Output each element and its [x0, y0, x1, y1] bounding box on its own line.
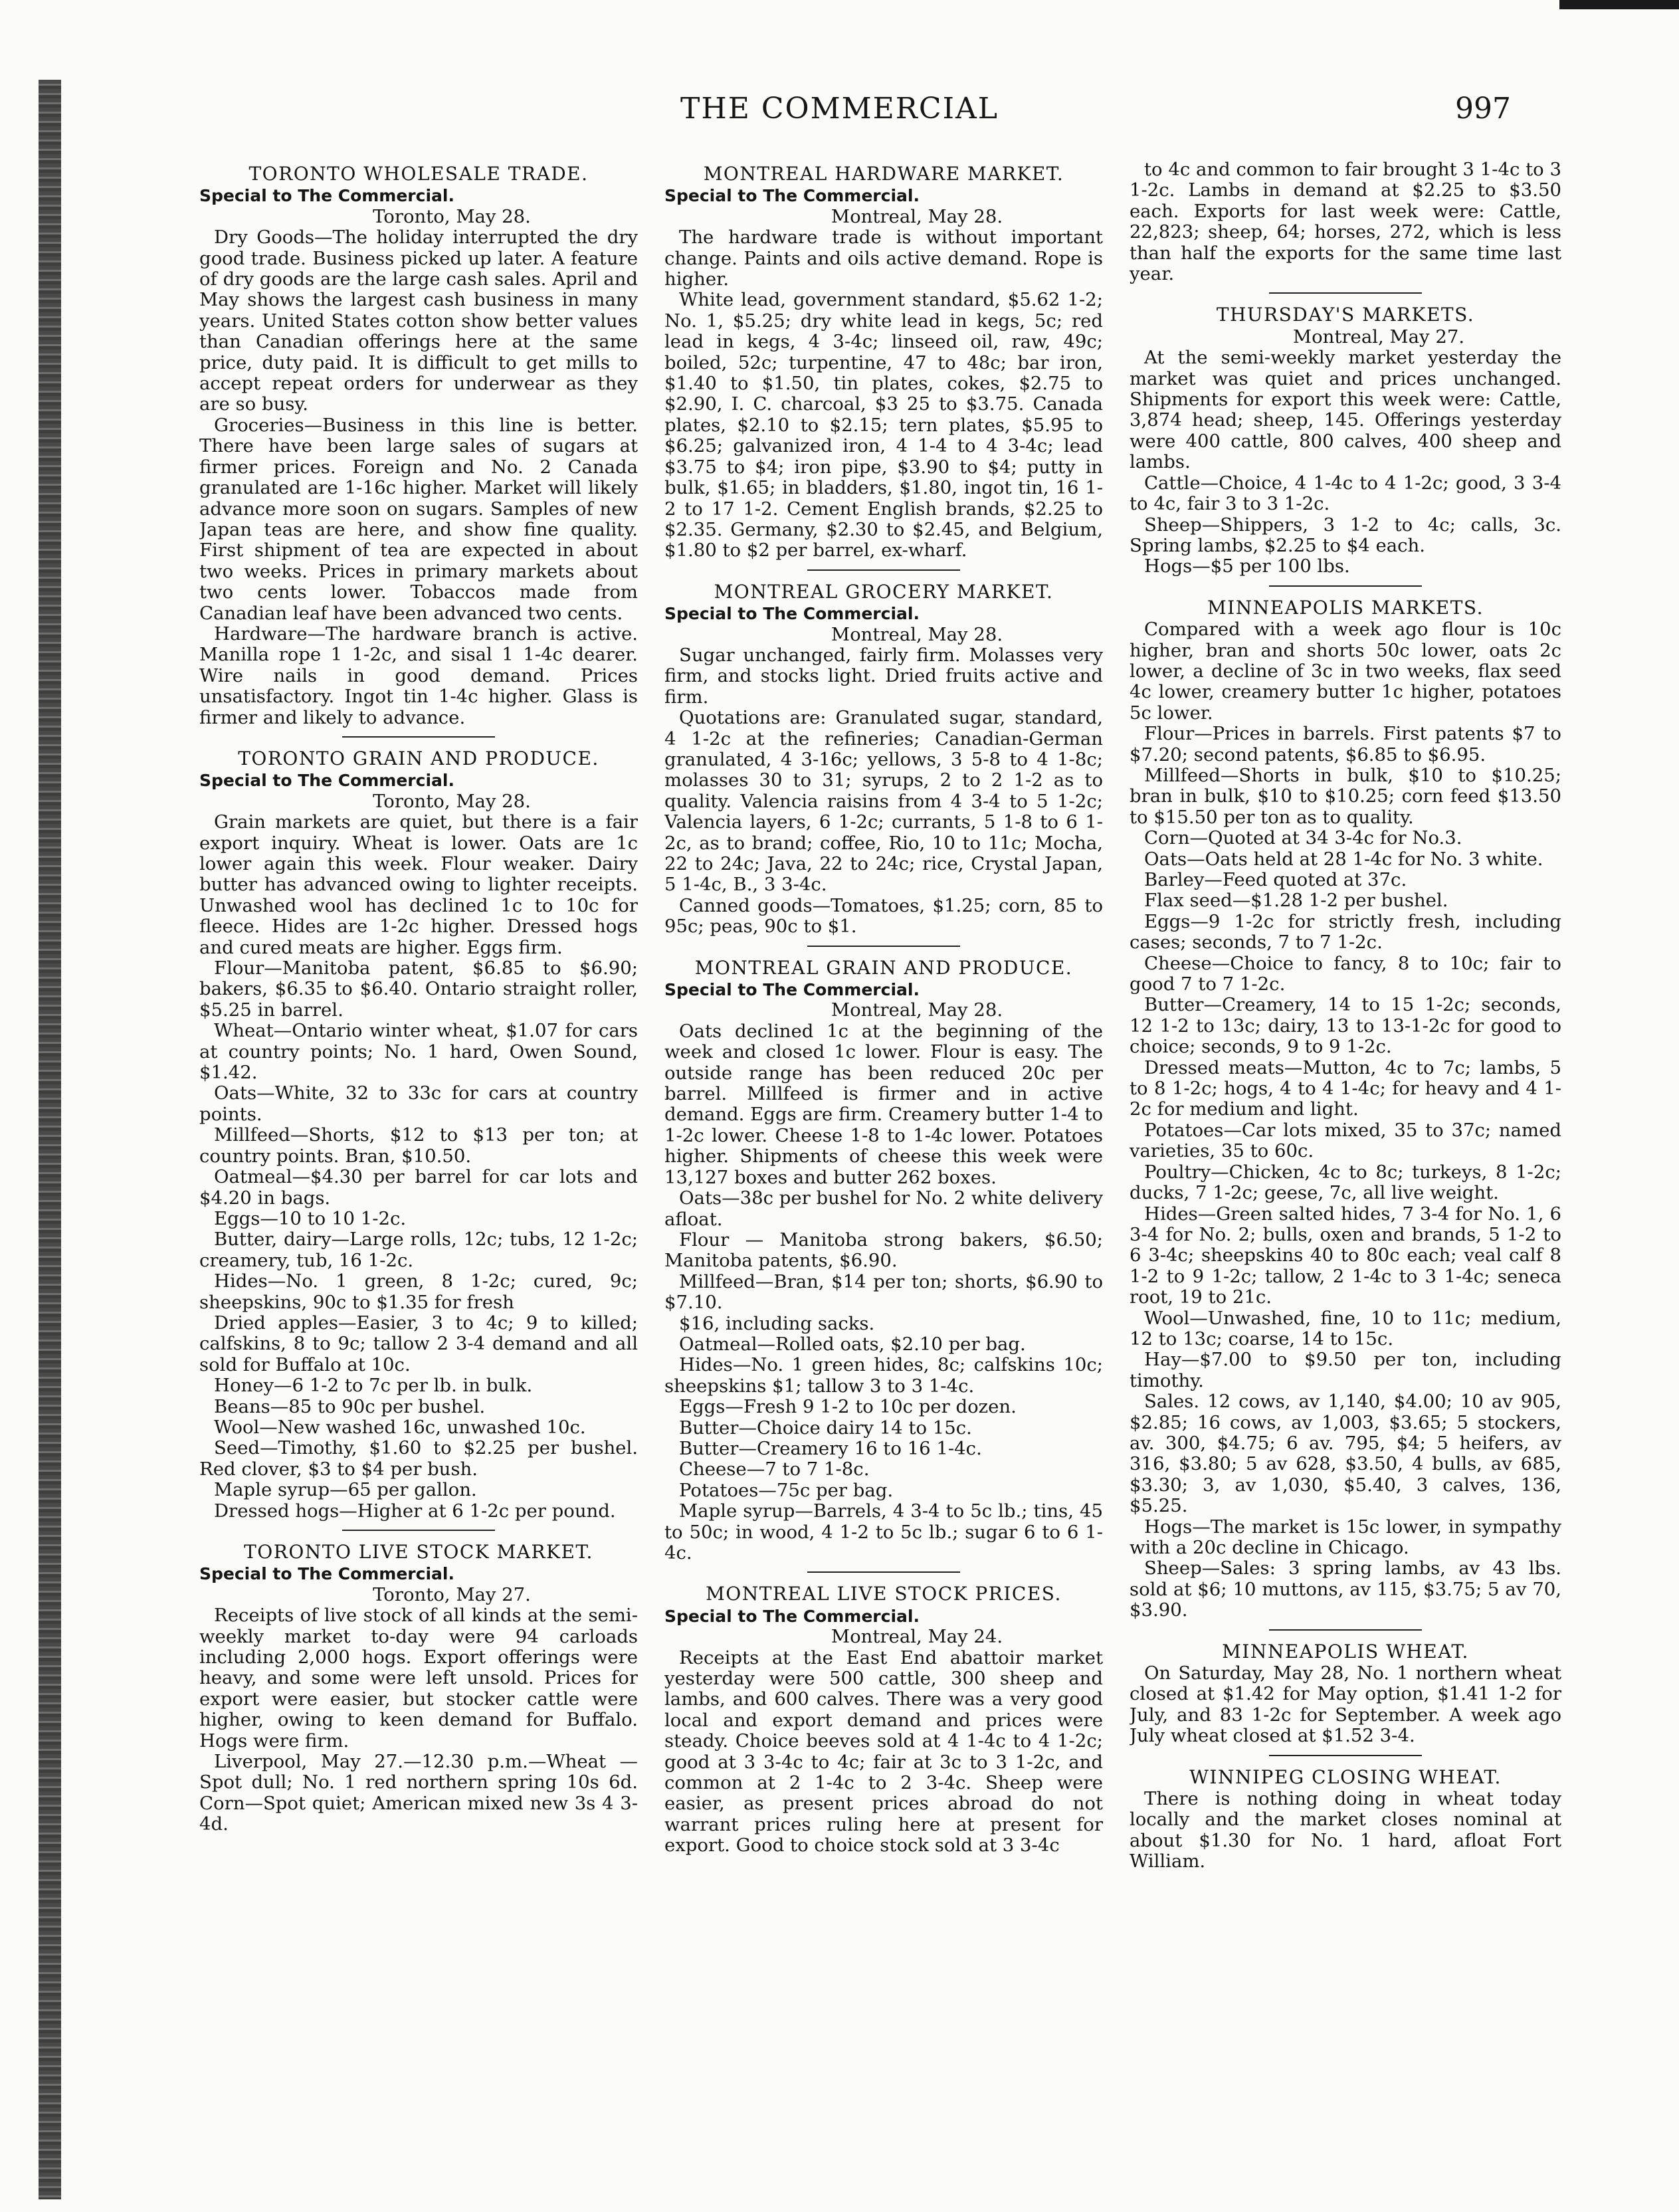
article [664, 581, 1103, 938]
article-paragraph: Oatmeal—Rolled oats, $2.10 per bag. [679, 1333, 1026, 1355]
article-title: TORONTO LIVE STOCK MARKET. [244, 1541, 593, 1563]
page-binding-edge [39, 80, 61, 2199]
article-paragraph: Wool—Unwashed, fine, 10 to 11c; medium, 12 to 13c; coarse, 14 to 15c. [1130, 1307, 1561, 1350]
article-title: MONTREAL GRAIN AND PRODUCE. [694, 956, 1073, 979]
article-paragraph: Barley—Feed quoted at 37c. [1144, 869, 1407, 890]
article-paragraph: Flax seed—$1.28 1-2 per bushel. [1144, 890, 1448, 912]
article-byline: Special to The Commercial. [199, 771, 454, 791]
article-paragraph: Receipts of live stock of all kinds at the semi-weekly market to-day were 94 carloads including 2,000 hogs. Export offerings were heavy, and some were left unsold. Prices for export were easier, but stocker cattle were higher, owing to keen demand for Buffalo. Hogs were firm. [199, 1605, 638, 1752]
article-paragraph: On Saturday, May 28, No. 1 northern wheat closed at $1.42 for May option, $1.41 1-2 for July, and 83 1-2c for September. A week ago July wheat closed at $1.52 3-4. [1130, 1662, 1561, 1747]
article-divider [1269, 585, 1422, 587]
article-paragraph: Eggs—10 to 10 1-2c. [214, 1207, 407, 1229]
article [199, 1542, 638, 1835]
article-paragraph: Millfeed—Shorts, $12 to $13 per ton; at country points. Bran, $10.50. [199, 1124, 638, 1167]
article-paragraph: Dried apples—Easier, 3 to 4c; 9 to killed; calfskins, 8 to 9c; tallow 2 3-4 demand and all sold for Buffalo at 10c. [199, 1312, 638, 1375]
article-paragraph: Corn—Quoted at 34 3-4c for No.3. [1144, 827, 1462, 849]
article-paragraph: Oats declined 1c at the beginning of the week and closed 1c lower. Flour is easy. The outside range has been reduced 20c per barrel. Millfeed is firmer and in active demand. Eggs are firm. Creamery butter 1-4 to 1-2c lower. Cheese 1-8 to 1-4c lower. Potatoes higher. Shipments of cheese this week were 13,127 boxes and butter 262 boxes. [664, 1020, 1103, 1188]
article-paragraph: Cheese—7 to 7 1-8c. [679, 1458, 870, 1480]
article-paragraph: Hides—No. 1 green, 8 1-2c; cured, 9c; sheepskins, 90c to $1.35 for fresh [199, 1270, 638, 1313]
article [664, 163, 1103, 561]
article [664, 957, 1103, 1564]
article [1130, 304, 1561, 577]
article-paragraph: Flour—Prices in barrels. First patents $7 to $7.20; second patents, $6.85 to $6.95. [1130, 723, 1561, 765]
article-paragraph: Honey—6 1-2 to 7c per lb. in bulk. [214, 1375, 533, 1397]
article-dateline: Toronto, May 28. [373, 205, 531, 227]
article-paragraph: Oats—Oats held at 28 1-4c for No. 3 white. [1144, 848, 1543, 870]
article-divider [807, 569, 960, 571]
article-divider [1269, 292, 1422, 294]
article [199, 163, 638, 728]
article-paragraph: Hogs—$5 per 100 lbs. [1144, 555, 1350, 577]
article-byline: Special to The Commercial. [664, 186, 920, 206]
article-dateline: Montreal, May 24. [831, 1626, 1003, 1648]
article-byline: Special to The Commercial. [199, 186, 454, 206]
top-edge-rule [1559, 0, 1679, 9]
article-paragraph: Oats—38c per bushel for No. 2 white delivery afloat. [664, 1187, 1103, 1230]
article-paragraph: Millfeed—Shorts in bulk, $10 to $10.25; bran in bulk, $10 to $10.25; corn feed $13.50 to $15.50 per ton as to quality. [1130, 764, 1561, 828]
article-byline: Special to The Commercial. [664, 604, 920, 624]
article-paragraph: Groceries—Business in this line is better. There have been large sales of sugars at firmer prices. Foreign and No. 2 Canada granulated are 1-16c higher. Market will likely advance more soon on sugars. Samples of new Japan teas are here, and show fine quality. First shipment of tea are expected in about two weeks. Prices in primary markets about two cents lower. Tobaccos made from Canadian leaf have been advanced two cents. [199, 414, 638, 624]
column-3 [1130, 159, 1561, 2193]
article [1130, 1767, 1561, 1872]
article-dateline: Toronto, May 28. [373, 790, 531, 812]
article-title: MONTREAL GROCERY MARKET. [714, 580, 1054, 603]
article-dateline: Montreal, May 28. [831, 623, 1003, 645]
article-paragraph: to 4c and common to fair brought 3 1-4c to 3 1-2c. Lambs in demand at $2.25 to $3.50 each. Exports for last week were: Cattle, 22,823; sheep, 64; horses, 272, which is less than half the exports for the same time last year. [1130, 159, 1561, 285]
article-divider [807, 946, 960, 947]
article-title: TORONTO WHOLESALE TRADE. [248, 163, 589, 185]
article-paragraph: Sales. 12 cows, av 1,140, $4.00; 10 av 905, $2.85; 16 cows, av 1,003, $3.65; 5 stockers, av. 300, $4.75; 6 av. 795, $4; 5 heifers, av 316, $3.80; 5 av 628, $3.50, 4 bulls, av 685, $3.30; 3, av 1,030, $5.40, 3 calves, 136, $5.25. [1130, 1391, 1561, 1517]
article-paragraph: Liverpool, May 27.—12.30 p.m.—Wheat —Spot dull; No. 1 red northern spring 10s 6d. Corn—Spot quiet; American mixed new 3s 4 3-4d. [199, 1751, 638, 1835]
article-paragraph: At the semi-weekly market yesterday the market was quiet and prices unchanged. Shipments for export this week were: Cattle, 3,874 head; sheep, 145. Offerings yesterday were 400 cattle, 800 calves, 400 sheep and lambs. [1130, 347, 1561, 473]
article-paragraph: Receipts at the East End abattoir market yesterday were 500 cattle, 300 sheep and lambs, and 600 calves. There was a very good local and export demand and prices were steady. Choice beeves sold at 4 1-4c to 4 1-2c; good at 3 3-4c to 4c; fair at 3c to 3 1-2c, and common at 2 1-4c to 2 3-4c. Sheep were easier, as present prices abroad do not warrant prices ruling here at present for export. Good to choice stock sold at 3 3-4c [664, 1647, 1103, 1857]
article-paragraph: Butter—Choice dairy 14 to 15c. [679, 1417, 972, 1439]
article-paragraph: Hay—$7.00 to $9.50 per ton, including timothy. [1130, 1349, 1561, 1391]
article-paragraph: Millfeed—Bran, $14 per ton; shorts, $6.90 to $7.10. [664, 1270, 1103, 1314]
page-header-title: THE COMMERCIAL [680, 92, 999, 126]
article-paragraph: There is nothing doing in wheat today locally and the market closes nominal at about $1.30 for No. 1 hard, afloat Fort William. [1130, 1788, 1561, 1872]
article-paragraph: Hides—Green salted hides, 7 3-4 for No. 1, 6 3-4 for No. 2; bulls, oxen and brands, 5 1-2 to 6 3-4c; sheepskins 40 to 80c each; veal calf 8 1-2 to 9 1-2c; tallow, 2 1-4c to 3 1-4c; seneca root, 19 to 21c. [1130, 1203, 1561, 1308]
article-title: TORONTO GRAIN AND PRODUCE. [238, 747, 599, 769]
article-paragraph: Dry Goods—The holiday interrupted the dry good trade. Business picked up later. A feature of dry goods are the large cash sales. April and May shows the largest cash business in many years. United States cotton show better values than Canadian offerings here at the same price, duty paid. It is difficult to get mills to accept repeat orders for underwear as they are so busy. [199, 227, 638, 415]
article-paragraph: $16, including sacks. [679, 1312, 875, 1334]
article [1130, 159, 1561, 284]
article-paragraph: Oatmeal—$4.30 per barrel for car lots and $4.20 in bags. [199, 1166, 638, 1209]
article [664, 1583, 1103, 1856]
article-byline: Special to The Commercial. [199, 1564, 454, 1584]
article-title: MINNEAPOLIS MARKETS. [1207, 596, 1484, 619]
article-byline: Special to The Commercial. [664, 980, 920, 1000]
article-paragraph: Wool—New washed 16c, unwashed 10c. [214, 1416, 586, 1438]
article-paragraph: The hardware trade is without important change. Paints and oils active demand. Rope is higher. [664, 227, 1103, 290]
article-dateline: Montreal, May 28. [831, 999, 1003, 1021]
article-paragraph: Beans—85 to 90c per bushel. [214, 1395, 486, 1417]
article-paragraph: Maple syrup—Barrels, 4 3-4 to 5c lb.; tins, 45 to 50c; in wood, 4 1-2 to 5c lb.; sugar 6 to 6 1-4c. [664, 1500, 1103, 1563]
page-number: 997 [1455, 92, 1511, 126]
article-paragraph: Flour — Manitoba strong bakers, $6.50; Manitoba patents, $6.90. [664, 1229, 1103, 1272]
article-paragraph: Potatoes—75c per bag. [679, 1479, 894, 1501]
article-paragraph: Eggs—9 1-2c for strictly fresh, including cases; seconds, 7 to 7 1-2c. [1130, 910, 1561, 954]
article-paragraph: Grain markets are quiet, but there is a fair export inquiry. Wheat is lower. Oats are 1c lower again this week. Flour weaker. Dairy butter has advanced owing to lighter receipts. Unwashed wool has declined 1c to 10c for fleece. Hides are 1-2c higher. Dressed hogs and cured meats are higher. Eggs firm. [199, 811, 638, 958]
article-paragraph: Potatoes—Car lots mixed, 35 to 37c; named varieties, 35 to 60c. [1130, 1119, 1561, 1162]
article-paragraph: Sheep—Shippers, 3 1-2 to 4c; calls, 3c. Spring lambs, $2.25 to $4 each. [1130, 514, 1561, 556]
article-paragraph: Dressed hogs—Higher at 6 1-2c per pound. [214, 1500, 616, 1522]
article-title: MONTREAL HARDWARE MARKET. [703, 163, 1064, 185]
article-paragraph: Eggs—Fresh 9 1-2 to 10c per dozen. [679, 1396, 1017, 1418]
article-divider [342, 736, 495, 738]
article-dateline: Montreal, May 27. [1292, 326, 1465, 348]
article-paragraph: Quotations are: Granulated sugar, standard, 4 1-2c at the refineries; Canadian-German granulated, 4 3-16c; yellows, 3 5-8 to 4 1-8c; molasses 30 to 31; syrups, 2 to 2 1-2 as to quality. Valencia raisins from 4 3-4 to 5 1-2c; Valencia layers, 6 1-2c; currants, 5 1-8 to 6 1-2c, as to brand; coffee, Rio, 10 to 11c; Mocha, 22 to 24c; Java, 22 to 24c; rice, Crystal Japan, 5 1-4c, B., 3 3-4c. [664, 707, 1103, 896]
article-paragraph: Cheese—Choice to fancy, 8 to 10c; fair to good 7 to 7 1-2c. [1130, 952, 1561, 995]
article-paragraph: Dressed meats—Mutton, 4c to 7c; lambs, 5 to 8 1-2c; hogs, 4 to 4 1-4c; for heavy and 4 1-2c for medium and light. [1130, 1056, 1561, 1120]
article-paragraph: Poultry—Chicken, 4c to 8c; turkeys, 8 1-2c; ducks, 7 1-2c; geese, 7c, all live weight. [1130, 1161, 1561, 1204]
article-paragraph: Cattle—Choice, 4 1-4c to 4 1-2c; good, 3 3-4 to 4c, fair 3 to 3 1-2c. [1130, 472, 1561, 515]
article-paragraph: Wheat—Ontario winter wheat, $1.07 for cars at country points; No. 1 hard, Owen Sound, $1.42. [199, 1020, 638, 1084]
article-dateline: Toronto, May 27. [373, 1583, 531, 1605]
article-paragraph: Hides—No. 1 green hides, 8c; calfskins 10c; sheepskins $1; tallow 3 to 3 1-4c. [664, 1354, 1103, 1397]
article-paragraph: Compared with a week ago flour is 10c higher, bran and shorts 50c lower, oats 2c lower, a decline of 3c in two weeks, flax seed 4c lower, creamery butter 1c higher, potatoes 5c lower. [1130, 619, 1561, 724]
article-paragraph: Butter, dairy—Large rolls, 12c; tubs, 12 1-2c; creamery, tub, 16 1-2c. [199, 1229, 638, 1271]
article-title: MINNEAPOLIS WHEAT. [1222, 1640, 1469, 1662]
column-2 [664, 159, 1103, 2193]
article-byline: Special to The Commercial. [664, 1606, 920, 1626]
article-paragraph: Butter—Creamery 16 to 16 1-4c. [679, 1437, 982, 1459]
article-title: MONTREAL LIVE STOCK PRICES. [706, 1583, 1062, 1605]
article [1130, 597, 1561, 1621]
article-divider [342, 1530, 495, 1531]
article-paragraph: Flour—Manitoba patent, $6.85 to $6.90; bakers, $6.35 to $6.40. Ontario straight roller, $5.25 in barrel. [199, 957, 638, 1021]
article-title: WINNIPEG CLOSING WHEAT. [1189, 1765, 1502, 1788]
article-paragraph: Sugar unchanged, fairly firm. Molasses very firm, and stocks light. Dried fruits active and firm. [664, 644, 1103, 708]
article-paragraph: Seed—Timothy, $1.60 to $2.25 per bushel. Red clover, $3 to $4 per bush. [199, 1437, 638, 1480]
article-paragraph: Hardware—The hardware branch is active. Manilla rope 1 1-2c, and sisal 1 1-4c dearer. Wire nails in good demand. Prices unsatisfactory. Ingot tin 1-4c higher. Glass is firmer and likely to advance. [199, 623, 638, 728]
article [199, 748, 638, 1522]
article-paragraph: White lead, government standard, $5.62 1-2; No. 1, $5.25; dry white lead in kegs, 5c; red lead in kegs, 4 3-4c; linseed oil, raw, 49c; boiled, 52c; turpentine, 47 to 48c; bar iron, $1.40 to $1.50, tin plates, cokes, $2.75 to $2.90, I. C. charcoal, $3 25 to $3.75. Canada plates, $2.10 to $2.15; tern plates, $5.95 to $6.25; galvanized iron, 4 1-4 to 4 3-4c; lead $3.75 to $4; iron pipe, $3.90 to $4; putty in bulk, $1.65; in bladders, $1.80, ingot tin, 16 1-2 to 17 1-2. Cement English brands, $2.25 to $2.35. Germany, $2.30 to $2.45, and Belgium, $1.80 to $2 per barrel, ex-wharf. [664, 289, 1103, 561]
article-paragraph: Sheep—Sales: 3 spring lambs, av 43 lbs. sold at $6; 10 muttons, av 115, $3.75; 5 av 70, $3.90. [1130, 1558, 1561, 1621]
article-paragraph: Oats—White, 32 to 33c for cars at country points. [199, 1082, 638, 1125]
article-divider [1269, 1755, 1422, 1756]
article-paragraph: Maple syrup—65 per gallon. [214, 1479, 477, 1501]
article-paragraph: Canned goods—Tomatoes, $1.25; corn, 85 to 95c; peas, 90c to $1. [664, 894, 1103, 938]
article-divider [807, 1571, 960, 1573]
article-title: THURSDAY'S MARKETS. [1216, 304, 1475, 326]
article [1130, 1641, 1561, 1747]
column-1 [199, 159, 638, 2193]
article-paragraph: Butter—Creamery, 14 to 15 1-2c; seconds, 12 1-2 to 13c; dairy, 13 to 13-1-2c for good to choice; seconds, 9 to 9 1-2c. [1130, 994, 1561, 1058]
article-dateline: Montreal, May 28. [831, 205, 1003, 227]
article-paragraph: Hogs—The market is 15c lower, in sympathy with a 20c decline in Chicago. [1130, 1516, 1561, 1558]
article-divider [1269, 1629, 1422, 1631]
